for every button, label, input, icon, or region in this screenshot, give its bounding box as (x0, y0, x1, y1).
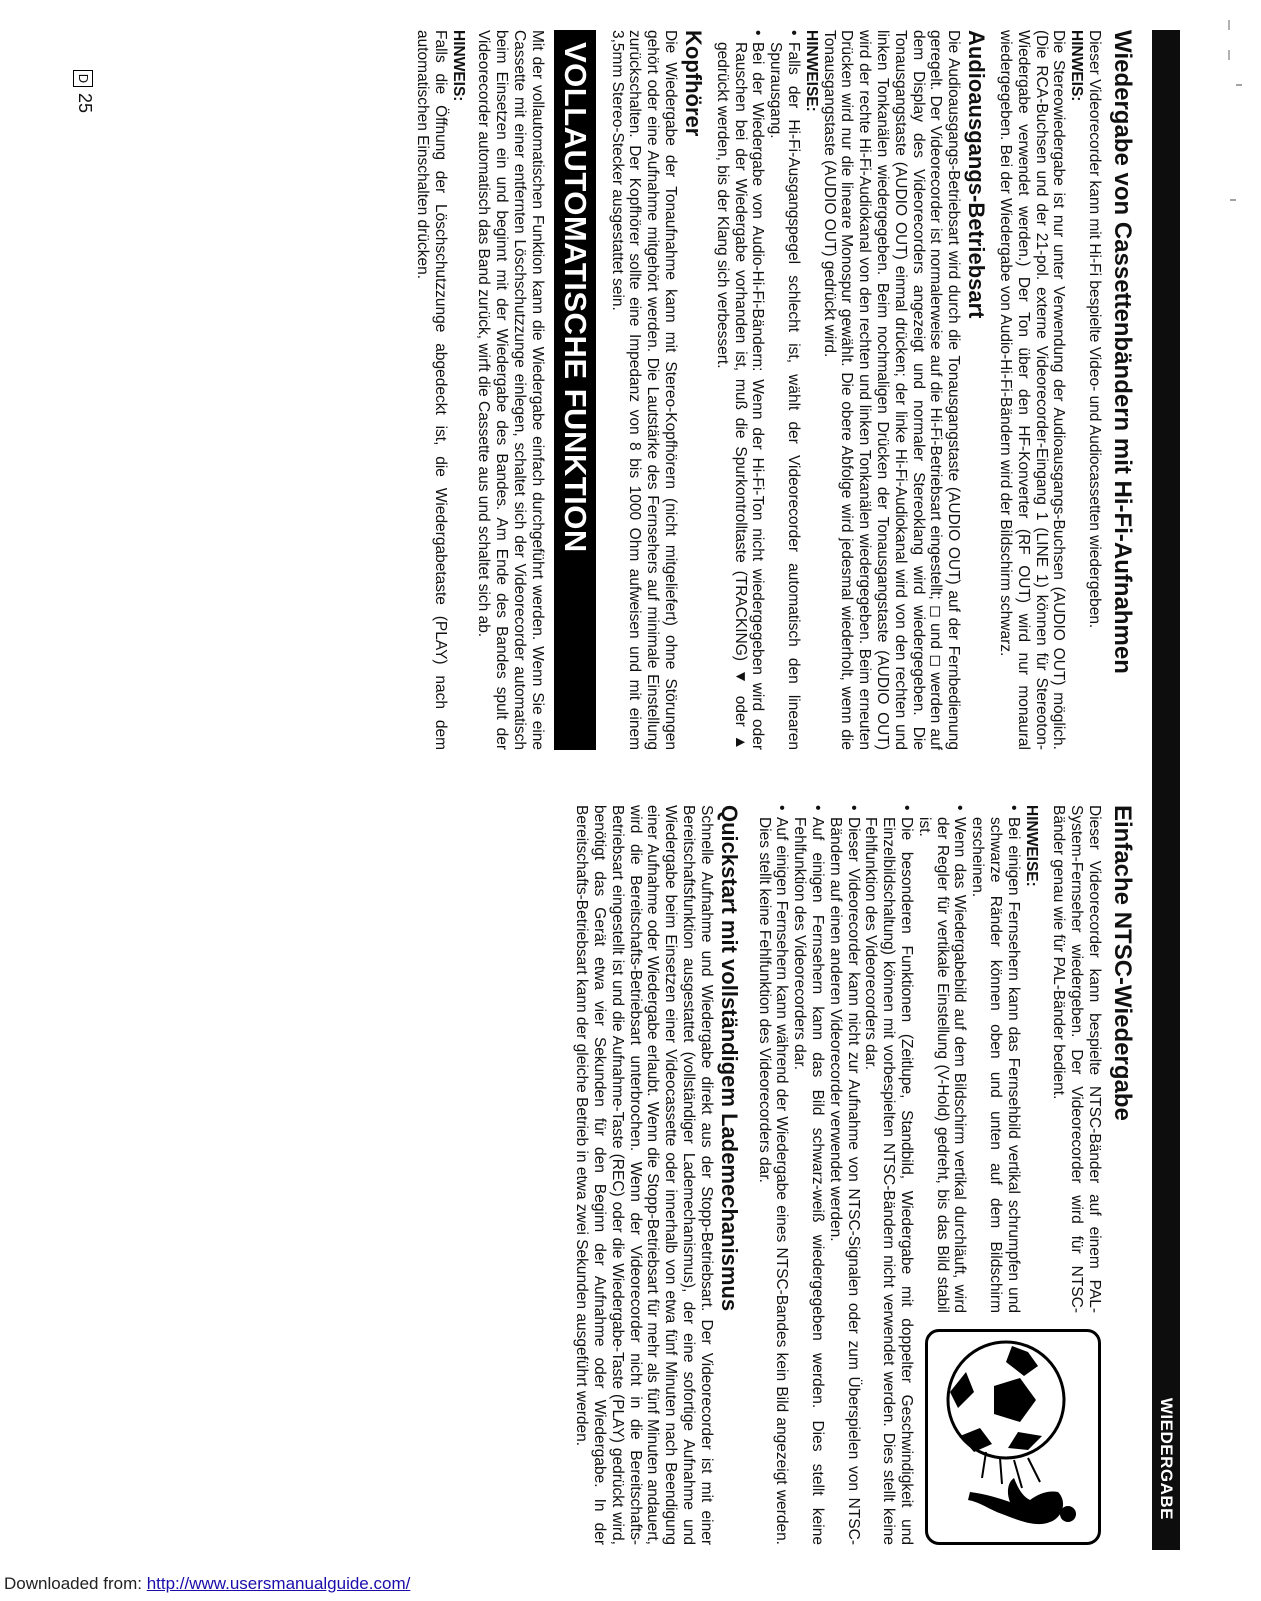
hifi-hint-text: Die Stereowiedergabe ist nur unter Verwendung der Audioausgangs-Buchsen (AUDIO OUT) möglich. (Die RCA-Buchsen und der 21-pol. externe Videorecorder-Eingang 1 (LINE 1) können für Stereoton-Wiedergabe verwendet werden.) Der Ton über den HF-Konverter (RF OUT) wird nur monaural wiedergegeben. Bei der Wiedergabe von Audio-Hi-Fi-Bändern wird der Bildschirm schwarz. (997, 30, 1068, 750)
hifi-intro: Dieser Videorecorder kann mit Hi-Fi bespielte Video- und Audiocassetten wiedergeben. (1086, 30, 1103, 629)
page-number-value: 25 (75, 93, 95, 114)
headphones-text: Die Wiedergabe der Tonaufnahme kann mit Stereo-Kopfhörern (nicht mitgeliefert) ohne Störungen gehört oder eine Aufnahme mitgehört werden. Die Lautstärke des Fernsehers auf minimale Einstellung zurückschalten. Der Kopfhörer sollte eine Impedanz von 8 bis 1000 Ohm aufweisen und mit einem 3,5mm Stereo-Stecker ausgestattet sein. (608, 30, 680, 750)
ntsc-intro: Dieser Videorecorder kann bespielte NTSC-Bänder auf einem PAL-System-Fernseher wiedergeben. Der Videorecorder wird für NTSC-Bänder genau wie für PAL-Bänder bedient. (1050, 805, 1103, 1313)
list-item: • Bei einigen Fernsehern kann das Fernsehbild vertikal schrumpfen und schwarze Ränder können oben und unten auf dem Bildschirm erscheinen. (968, 805, 1021, 1545)
list-item: • Dieser Videorecorder kann nicht zur Aufnahme von NTSC-Signalen oder zum Überspielen von NTSC-Bändern auf einen anderen Videorecorder verwendet werden. (826, 805, 862, 1545)
quickstart-heading: Quickstart mit vollständigem Lademechanismus (716, 805, 742, 1312)
page-letter-box: D (73, 70, 93, 87)
audio-hints-title: HINWEISE: (802, 30, 820, 112)
list-item: • Die besonderen Funktionen (Zeitlupe, Standbild, Wiedergabe mit doppelter Geschwindigkeit und Einzelbildschaltung) können mit vorbespielten NTSC-Bändern nicht verwendet werden. Dies stellt keine Fehlfunktion des Videorecorders dar. (862, 805, 915, 1545)
scan-edge-marks-icon (1226, 0, 1256, 1601)
download-source (4, 1574, 410, 1594)
auto-function-banner: VOLLAUTOMATISCHE FUNKTION (554, 30, 596, 750)
download-link[interactable]: http://www.usersmanualguide.com/ (146, 1574, 411, 1593)
section-header-bar (1152, 30, 1180, 1550)
quickstart-text: Schnelle Aufnahme und Wiedergabe direkt aus der Stopp-Betriebsart. Der Videorecorder ist mit einer Bereitschaftsfunktion ausgestattet (vollständiger Lademechanismus), der eine sofortige Aufnahme und Wiedergabe beim Einsetzen einer Videocassette oder innerhalb von etwa fünf Minuten nach Beendigung einer Aufnahme oder Wiedergabe erlaubt. Wenn die Stopp-Betriebsart für mehr als fünf Minuten andauert, wird die Bereitschafts-Betriebsart unterbrochen. Wenn der Videorecorder nicht in die Bereitschafts-Betriebsart eingestellt ist und die Aufnahme-Taste (REC) oder die Wiedergabe-Taste (PLAY) gedrückt wird, benötigt das Gerät etwa vier Sekunden für den Beginn der Aufnahme oder Wiedergabe. In der Bereitschafts-Betriebsart kann der gleiche Betrieb in etwa zwei Sekunden ausgeführt werden. (573, 805, 715, 1545)
list-item: • Auf einigen Fernsehern kann während der Wiedergabe eines NTSC-Bandes kein Bild angezeigt werden. Dies stellt keine Fehlfunktion des Videorecorders dar. (755, 805, 791, 1545)
ntsc-heading: Einfache NTSC-Wiedergabe (1109, 805, 1136, 1121)
headphones-heading: Kopfhörer (681, 30, 707, 137)
ntsc-hints-list (755, 805, 1022, 1545)
list-item: • Falls der Hi-Fi-Ausgangspegel schlecht ist, wählt der Videorecorder automatisch den linearen Spurausgang. (766, 30, 802, 750)
auto-function-text: Mit der vollautomatischen Funktion kann die Wiedergabe einfach durchgeführt werden. Wenn Sie eine Cassette mit einer entfernten Löschschutzzunge einlegen, schaltet sich der Videorecorder automatisch beim Einsetzen ein und beginnt mit der Wiedergabe des Bandes. Am Ende des Bandes spult der Videorecorder automatisch das Band zurück, wirft die Cassette aus und schaltet sich ab. (475, 30, 546, 750)
rotated-page (30, 30, 1180, 1550)
ntsc-hints-title: HINWEISE: (1022, 805, 1040, 887)
hifi-heading: Wiedergabe von Cassettenbändern mit Hi-Fi-Aufnahmen (1109, 30, 1136, 674)
auto-hint-text: Falls die Öffnung der Löschschutzzunge abgedeckt ist, die Wiedergabetaste (PLAY) nach dem automatischen Einschalten drücken. (414, 30, 449, 750)
list-item: • Auf einigen Fernsehern kann das Bild schwarz-weiß wiedergegeben werden. Dies stellt keine Fehlfunktion des Videorecorders dar. (790, 805, 826, 1545)
download-label: Downloaded from: (4, 1574, 142, 1593)
list-item: • Wenn das Wiedergabebild auf dem Bildschirm vertikal durchläuft, wird der Regler für vertikale Einstellung (V-Hold) gedreht, bis das Bild stabil ist. (915, 805, 968, 1545)
auto-hint-title: HINWEIS: (449, 30, 467, 102)
audio-mode-text: Die Audioausgangs-Betriebsart wird durch die Tonausgangstaste (AUDIO OUT) auf der Fernbedienung geregelt. Der Videorecorder ist normalerweise auf die Hi-Fi-Betriebsart eingestellt; ◻ und ◻ werden auf dem Display des Videorecorders angezeigt und normaler Stereoklang wird wiedergegeben. Die Tonausgangstaste (AUDIO OUT) einmal drücken; der linke Hi-Fi-Audiokanal wird von den rechten und linken Tonkanälen wiedergegeben. Beim nochmaligen Drücken der Tonausgangstaste (AUDIO OUT) wird der rechte Hi-Fi-Audiokanal von den rechten und linken Tonkanälen wiedergegeben. Beim erneuten Drücken wird nur die lineare Monospur gewählt. Die obere Abfolge wird jedesmal wiederholt, wenn die Tonausgangstaste (AUDIO OUT) gedrückt wird. (820, 30, 963, 750)
page-number (73, 70, 95, 113)
hifi-hint-title: HINWEIS: (1068, 30, 1086, 102)
column-ntsc (572, 805, 1135, 1545)
list-item: • Bei der Wiedergabe von Audio-Hi-Fi-Bändern: Wenn der Hi-Fi-Ton nicht wiedergegeben wird oder Rauschen bei der Wiedergabe vorhanden ist, muß die Spurkontrolltaste (TRACKING) ▼ oder ▲ gedrückt werden, bis der Klang sich verbessert. (713, 30, 766, 750)
column-hifi (413, 30, 1135, 750)
section-header-label: WIEDERGABE (1157, 1397, 1176, 1520)
audio-mode-heading: Audioausgangs-Betriebsart (964, 30, 990, 319)
audio-hints-list (713, 30, 802, 750)
